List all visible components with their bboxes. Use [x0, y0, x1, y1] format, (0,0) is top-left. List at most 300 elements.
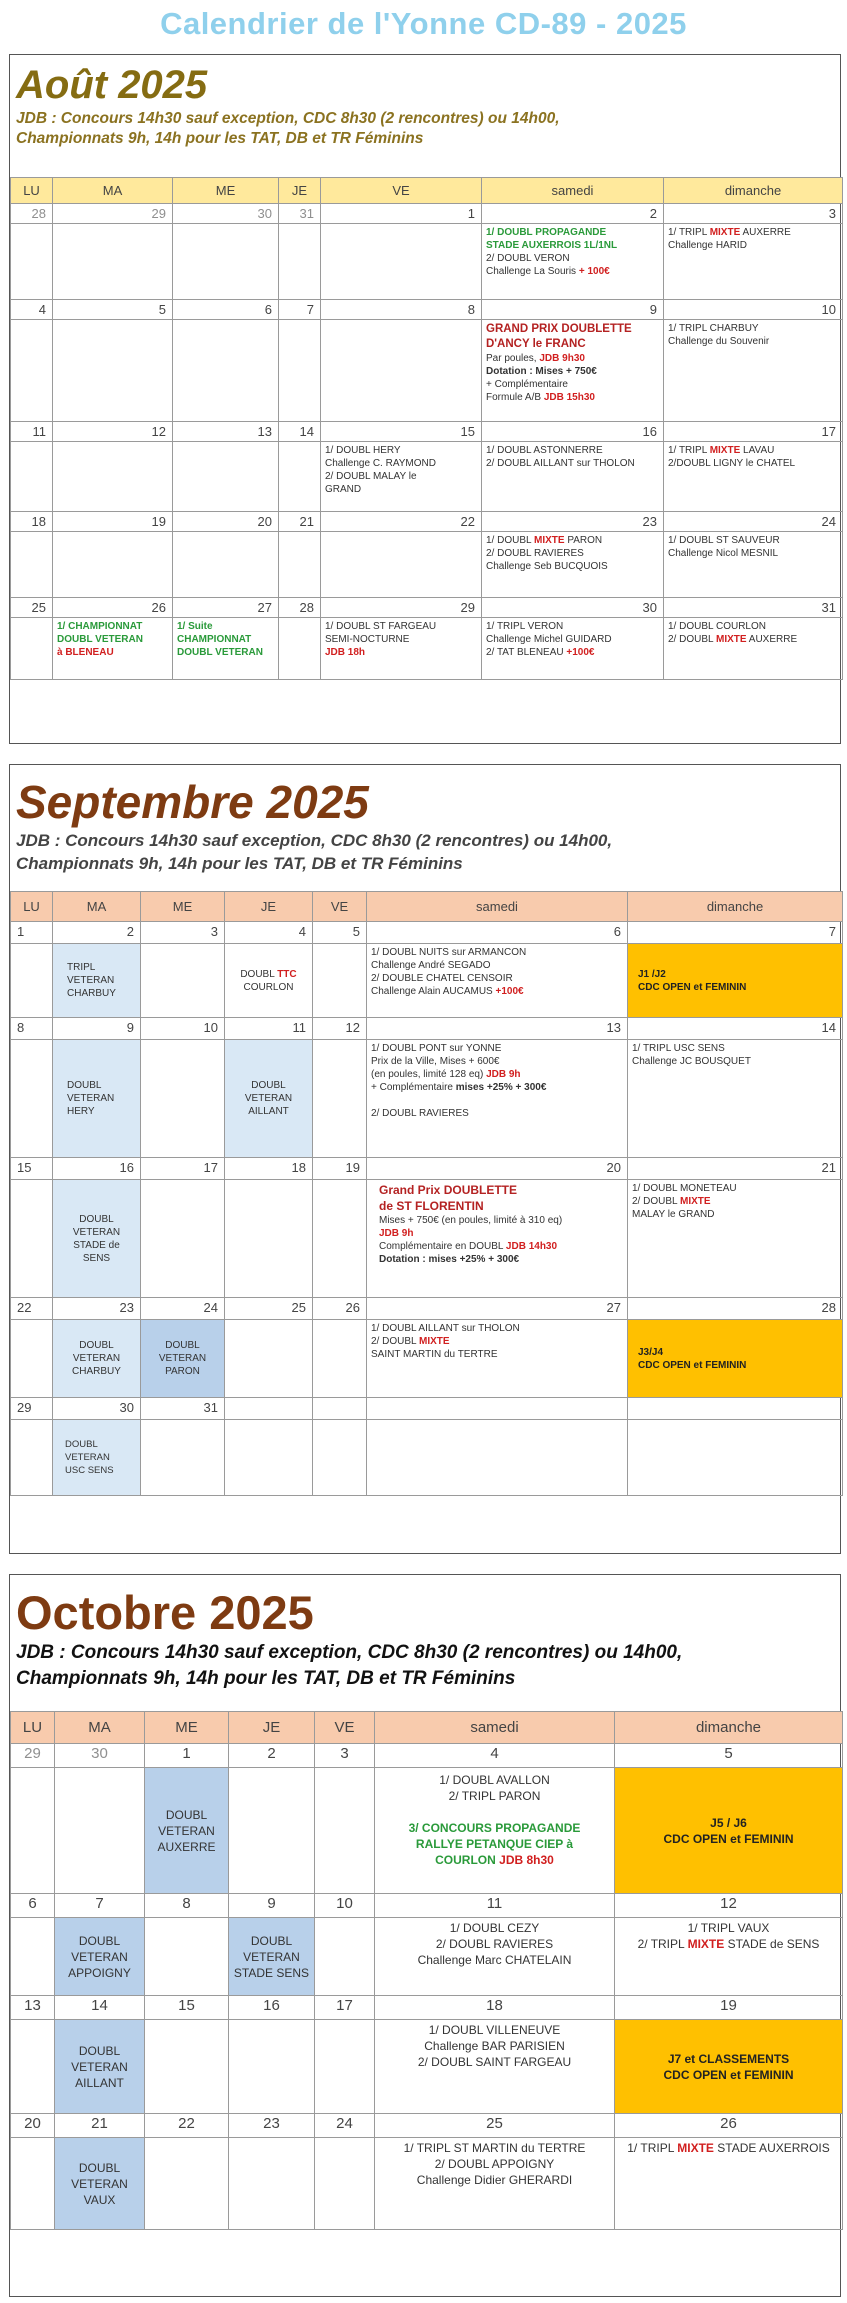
day-number: 24	[315, 2114, 375, 2138]
event-cell	[628, 1180, 843, 1298]
event-cell	[321, 442, 482, 512]
day-cell	[313, 1320, 367, 1398]
day-cell	[145, 1918, 229, 1996]
event-line: J3/J4	[638, 1346, 664, 1358]
day-number: 31	[664, 598, 843, 618]
event-line: Challenge Nicol MESNIL	[668, 548, 779, 559]
day-number: 2	[53, 922, 141, 944]
event-line: TRIPL	[67, 962, 96, 973]
event-line: VETERAN	[243, 1949, 300, 1964]
event-line: VETERAN	[158, 1823, 215, 1838]
day-number: 20	[367, 1158, 628, 1180]
veteran-cell	[55, 2138, 145, 2230]
veteran-cell	[55, 2020, 145, 2114]
day-number: 8	[321, 300, 482, 320]
day-cell	[11, 224, 53, 300]
day-cell	[279, 532, 321, 598]
event-line: SAINT MARTIN du TERTRE	[371, 1349, 498, 1360]
day-cell	[145, 2138, 229, 2230]
day-number: 10	[141, 1018, 225, 1040]
event-line: CHARBUY	[67, 988, 116, 999]
day-cell	[11, 618, 53, 680]
day-number: 7	[279, 300, 321, 320]
day-cell	[11, 1918, 55, 1996]
month-subtitle	[16, 109, 832, 149]
day-cell	[173, 320, 279, 422]
day-header: VE	[315, 1712, 375, 1744]
day-number: 2	[229, 1744, 315, 1768]
day-number: 19	[53, 512, 173, 532]
event-line: MALAY le GRAND	[632, 1209, 715, 1220]
day-number: 30	[173, 204, 279, 224]
day-number: 9	[229, 1894, 315, 1918]
mixte-label: MIXTE	[677, 2141, 714, 2155]
event-line: VETERAN	[65, 1452, 110, 1463]
day-number: 25	[375, 2114, 615, 2138]
day-cell	[279, 320, 321, 422]
mixte-label: MIXTE	[709, 227, 741, 238]
event-line: Challenge C. RAYMOND	[325, 458, 436, 469]
event-line: Challenge Didier GHERARDI	[416, 2173, 573, 2187]
event-title: Grand Prix DOUBLETTE	[379, 1183, 518, 1197]
event-line: VETERAN	[71, 2176, 128, 2191]
event-cell	[664, 532, 843, 598]
day-cell	[11, 944, 53, 1018]
event-line: VETERAN	[72, 1226, 121, 1238]
event-line: 2/ DOUBL VERON	[486, 253, 570, 264]
day-number	[367, 1398, 628, 1420]
day-number: 26	[53, 598, 173, 618]
event-line: DOUBL	[251, 1080, 286, 1091]
day-number: 15	[11, 1158, 53, 1180]
calendar-table	[10, 891, 843, 1496]
veteran-cell	[225, 1040, 313, 1158]
panel-aout	[9, 54, 841, 744]
day-number: 13	[367, 1018, 628, 1040]
day-cell	[141, 1180, 225, 1298]
day-number: 14	[628, 1018, 843, 1040]
event-line: J1 /J2	[638, 968, 666, 980]
time-label: JDB 8h30	[499, 1853, 554, 1867]
day-cell	[53, 442, 173, 512]
day-header: samedi	[367, 892, 628, 922]
day-header: LU	[11, 178, 53, 204]
event-line: COURLON	[435, 1853, 500, 1867]
day-number: 23	[229, 2114, 315, 2138]
event-line: + Complémentaire	[486, 379, 568, 390]
event-line: Dotation : Mises + 750€	[486, 366, 597, 377]
day-cell	[11, 320, 53, 422]
day-number: 18	[11, 512, 53, 532]
event-line: 2/ DOUBL APPOIGNY	[434, 2157, 555, 2171]
day-number: 3	[315, 1744, 375, 1768]
event-line: Formule A/B	[486, 392, 544, 403]
event-title: GRAND PRIX DOUBLETTE	[486, 323, 632, 335]
event-line: DOUBL	[165, 1807, 208, 1822]
event-line: CHARBUY	[72, 1366, 121, 1377]
event-line: VETERAN	[67, 1093, 115, 1104]
day-number: 6	[11, 1894, 55, 1918]
day-cell	[11, 442, 53, 512]
day-number: 22	[145, 2114, 229, 2138]
day-cell	[225, 1180, 313, 1298]
event-line: Challenge HARID	[668, 240, 747, 251]
day-number: 21	[55, 2114, 145, 2138]
event-line: LAVAU	[740, 445, 775, 456]
day-number: 28	[279, 598, 321, 618]
time-label: JDB 9h30	[539, 353, 585, 364]
calendar-table	[10, 1711, 843, 2230]
event-line: 1/ TRIPL CHARBUY	[668, 323, 759, 334]
day-number: 19	[313, 1158, 367, 1180]
month-title: Septembre 2025	[16, 776, 369, 828]
event-line: Challenge Seb BUCQUOIS	[486, 561, 608, 572]
day-number: 29	[11, 1398, 53, 1420]
event-line: mises +25% + 300€	[428, 1254, 520, 1265]
day-cell	[315, 1768, 375, 1894]
mixte-label: MIXTE	[679, 1196, 711, 1207]
event-line: 2/ DOUBL RAVIERES	[435, 1937, 554, 1951]
panel-octobre	[9, 1574, 841, 2297]
event-line: CDC OPEN et FEMININ	[663, 2067, 794, 2082]
day-cell	[225, 1420, 313, 1496]
day-number: 30	[55, 1744, 145, 1768]
day-number: 7	[628, 922, 843, 944]
day-number: 14	[279, 422, 321, 442]
event-line: 2/ DOUBL	[668, 634, 716, 645]
day-header: dimanche	[628, 892, 843, 922]
day-cell	[141, 1420, 225, 1496]
event-line: AILLANT	[248, 1106, 289, 1117]
event-line: SENS	[82, 1252, 111, 1264]
event-line: VETERAN	[244, 1093, 293, 1104]
event-cell	[173, 618, 279, 680]
event-line: 2/ DOUBL AILLANT sur THOLON	[486, 458, 635, 469]
event-line: 1/ Suite	[177, 621, 213, 632]
day-cell	[321, 320, 482, 422]
event-line: 1/ DOUBL PONT sur YONNE	[371, 1043, 502, 1054]
day-header: VE	[321, 178, 482, 204]
event-line: 1/ DOUBL PROPAGANDE	[486, 227, 607, 238]
day-number: 3	[664, 204, 843, 224]
event-line: CDC OPEN et FEMININ	[663, 1831, 794, 1846]
event-cell	[367, 1040, 628, 1158]
day-number: 26	[313, 1298, 367, 1320]
day-number: 15	[145, 1996, 229, 2020]
event-line: Mises + 750€ (en poules, limité à 310 eq)	[379, 1215, 563, 1226]
day-header: LU	[11, 1712, 55, 1744]
day-header: dimanche	[664, 178, 843, 204]
day-number: 16	[53, 1158, 141, 1180]
day-number: 28	[11, 204, 53, 224]
event-line: VETERAN	[158, 1353, 207, 1364]
mixte-label: MIXTE	[709, 445, 741, 456]
day-number	[628, 1398, 843, 1420]
day-number: 24	[141, 1298, 225, 1320]
event-line: USC SENS	[65, 1465, 114, 1476]
time-label: JDB 14h30	[505, 1241, 558, 1252]
mixte-label: MIXTE	[418, 1336, 450, 1347]
mixte-label: MIXTE	[533, 535, 565, 546]
veteran-cell	[53, 1320, 141, 1398]
day-number: 4	[11, 300, 53, 320]
event-line: AUXERRE	[740, 227, 791, 238]
day-number: 12	[615, 1894, 843, 1918]
event-line: 1/ CHAMPIONNAT	[57, 621, 143, 632]
event-cell	[482, 320, 664, 422]
day-cell	[279, 442, 321, 512]
mixte-label: MIXTE	[715, 634, 747, 645]
month-subtitle	[16, 1640, 832, 1692]
day-cell	[315, 2020, 375, 2114]
event-line: VETERAN	[67, 975, 115, 986]
event-line: STADE AUXERROIS	[713, 2141, 830, 2155]
day-header: JE	[225, 892, 313, 922]
event-cell	[367, 944, 628, 1018]
day-number: 27	[367, 1298, 628, 1320]
day-number: 8	[145, 1894, 229, 1918]
day-number	[225, 1398, 313, 1420]
day-number: 11	[225, 1018, 313, 1040]
panel-septembre	[9, 764, 841, 1554]
event-line: RALLYE PETANQUE CIEP à	[415, 1837, 574, 1851]
day-cell	[321, 532, 482, 598]
event-line: DOUBL	[67, 1080, 102, 1091]
event-line: 1/ TRIPL	[668, 227, 710, 238]
event-line: 1/ DOUBL MONETEAU	[632, 1183, 737, 1194]
event-line: DOUBL	[79, 1213, 114, 1225]
day-cell	[315, 1918, 375, 1996]
day-cell	[141, 944, 225, 1018]
day-number: 8	[11, 1018, 53, 1040]
veteran-cell	[229, 1918, 315, 1996]
day-cell	[53, 532, 173, 598]
day-number: 10	[664, 300, 843, 320]
event-line: GRAND	[325, 484, 362, 495]
event-line: 1/ DOUBL AILLANT sur THOLON	[371, 1323, 520, 1334]
day-cell	[53, 320, 173, 422]
day-cell	[313, 1420, 367, 1496]
day-number: 10	[315, 1894, 375, 1918]
time-label: JDB 9h	[486, 1069, 521, 1080]
day-header: samedi	[482, 178, 664, 204]
event-line: 2/ TRIPL PARON	[448, 1789, 541, 1803]
event-line: SEMI-NOCTURNE	[325, 634, 410, 645]
event-line: 2/ DOUBL	[371, 1336, 419, 1347]
day-number: 6	[173, 300, 279, 320]
veteran-cell	[55, 1918, 145, 1996]
event-line: 1/ TRIPL USC SENS	[632, 1043, 725, 1054]
event-line: Challenge du Souvenir	[668, 336, 770, 347]
event-cell	[664, 320, 843, 422]
month-subtitle	[16, 829, 832, 875]
event-line: 3/ CONCOURS PROPAGANDE	[408, 1821, 581, 1835]
event-line: DOUBL VETERAN	[177, 647, 263, 658]
event-line: 2/ TAT BLENEAU	[486, 647, 567, 658]
event-cell	[482, 224, 664, 300]
event-cell	[367, 1320, 628, 1398]
event-line: DOUBL VETERAN	[57, 634, 143, 645]
event-line: STADE AUXERROIS 1L/1NL	[486, 240, 618, 251]
event-line: Challenge BAR PARISIEN	[424, 2039, 565, 2053]
event-line: 2/ DOUBL MALAY le	[325, 471, 417, 482]
event-cell	[375, 1768, 615, 1894]
day-number: 30	[53, 1398, 141, 1420]
day-cell	[229, 2020, 315, 2114]
event-title: D'ANCY le FRANC	[486, 338, 586, 350]
event-line: 1/ TRIPL VERON	[486, 621, 564, 632]
day-header: dimanche	[615, 1712, 843, 1744]
day-number: 12	[53, 422, 173, 442]
day-cell	[367, 1420, 628, 1496]
day-cell	[628, 1420, 843, 1496]
event-line: 1/ DOUBL ASTONNERRE	[486, 445, 603, 456]
day-number: 4	[375, 1744, 615, 1768]
event-line: J5 / J6	[710, 1815, 747, 1830]
event-line: 2/ TRIPL	[637, 1937, 688, 1951]
event-line: 1/ DOUBL VILLENEUVE	[428, 2023, 561, 2037]
day-number: 25	[225, 1298, 313, 1320]
event-line: Complémentaire en DOUBL	[379, 1241, 506, 1252]
day-number: 23	[482, 512, 664, 532]
day-cell	[313, 944, 367, 1018]
event-line: DOUBL	[78, 1933, 121, 1948]
day-number: 19	[615, 1996, 843, 2020]
prize-label: + 100€	[578, 266, 610, 277]
event-cell	[615, 1918, 843, 1996]
event-line: 1/ TRIPL ST MARTIN du TERTRE	[403, 2141, 586, 2155]
event-line: VETERAN	[71, 2059, 128, 2074]
day-cell	[225, 1320, 313, 1398]
day-cell	[11, 1180, 53, 1298]
day-header: ME	[173, 178, 279, 204]
day-cell	[11, 532, 53, 598]
day-cell	[11, 1420, 53, 1496]
event-line: 1/ DOUBL HERY	[325, 445, 401, 456]
event-cell	[664, 618, 843, 680]
day-number: 29	[53, 204, 173, 224]
veteran-cell	[53, 1180, 141, 1298]
day-number: 12	[313, 1018, 367, 1040]
subtitle-line: JDB : Concours 14h30 sauf exception, CDC 8h30 (2 rencontres) ou 14h00,	[16, 831, 613, 850]
subtitle-line: Championnats 9h, 14h pour les TAT, DB et TR Féminins	[16, 854, 463, 873]
event-cell	[664, 442, 843, 512]
event-line: PARON	[564, 535, 603, 546]
day-number: 17	[141, 1158, 225, 1180]
event-line: Challenge JC BOUSQUET	[632, 1056, 751, 1067]
time-label: JDB 15h30	[543, 392, 595, 403]
day-number: 26	[615, 2114, 843, 2138]
prize-label: +100€	[566, 647, 595, 658]
cdc-highlight-cell	[628, 944, 843, 1018]
event-line: 1/ DOUBL ST FARGEAU	[325, 621, 437, 632]
day-number: 21	[279, 512, 321, 532]
event-line: 2/ DOUBL RAVIERES	[486, 548, 584, 559]
event-line: VETERAN	[71, 1949, 128, 1964]
day-cell	[315, 2138, 375, 2230]
day-cell	[53, 224, 173, 300]
day-cell	[11, 1768, 55, 1894]
mixte-label: MIXTE	[687, 1937, 725, 1951]
event-cell	[375, 1918, 615, 1996]
time-label: JDB 9h	[379, 1228, 414, 1239]
veteran-cell	[53, 1420, 141, 1496]
event-line: Challenge André SEGADO	[371, 960, 491, 971]
day-number: 5	[615, 1744, 843, 1768]
event-line: HERY	[67, 1106, 95, 1117]
time-label: JDB 18h	[325, 647, 366, 658]
event-cell	[482, 618, 664, 680]
day-cell	[279, 224, 321, 300]
day-number: 17	[664, 422, 843, 442]
veteran-cell	[53, 1040, 141, 1158]
day-cell	[321, 224, 482, 300]
day-header: samedi	[375, 1712, 615, 1744]
event-line: AUXERRE	[746, 634, 798, 645]
day-number: 13	[173, 422, 279, 442]
day-number: 5	[313, 922, 367, 944]
event-line: (en poules, limité 128 eq)	[371, 1069, 487, 1080]
event-line: Challenge Marc CHATELAIN	[417, 1953, 572, 1967]
subtitle-line: JDB : Concours 14h30 sauf exception, CDC 8h30 (2 rencontres) ou 14h00,	[16, 1642, 683, 1663]
day-number: 9	[53, 1018, 141, 1040]
event-line: 2/ DOUBL	[632, 1196, 680, 1207]
day-number: 29	[321, 598, 482, 618]
event-title: de ST FLORENTIN	[379, 1199, 484, 1213]
event-line: VAUX	[83, 2192, 116, 2207]
event-cell	[375, 2020, 615, 2114]
event-line: 2/ DOUBLE CHATEL CENSOIR	[371, 973, 513, 984]
day-number: 24	[664, 512, 843, 532]
event-line: DOUBL	[65, 1439, 98, 1450]
event-cell	[375, 2138, 615, 2230]
day-header: ME	[145, 1712, 229, 1744]
veteran-cell	[141, 1320, 225, 1398]
event-line: AILLANT	[75, 2075, 124, 2090]
day-header: ME	[141, 892, 225, 922]
month-title: Août 2025	[16, 63, 208, 107]
day-number: 31	[141, 1398, 225, 1420]
day-cell	[11, 2020, 55, 2114]
event-line: 2/ DOUBL SAINT FARGEAU	[417, 2055, 572, 2069]
day-cell	[173, 442, 279, 512]
event-line: 1/ TRIPL VAUX	[687, 1921, 770, 1935]
event-line: Par poules,	[486, 353, 540, 364]
day-number: 21	[628, 1158, 843, 1180]
event-line: COURLON	[243, 981, 294, 993]
event-cell	[367, 1180, 628, 1298]
event-line: Challenge Michel GUIDARD	[486, 634, 612, 645]
main-title: Calendrier de l'Yonne CD-89 - 2025	[160, 6, 687, 41]
day-number: 11	[375, 1894, 615, 1918]
event-line: Dotation :	[379, 1254, 429, 1265]
event-line: DOUBL	[250, 1933, 293, 1948]
event-line: 2/DOUBL LIGNY le CHATEL	[668, 458, 796, 469]
day-number: 7	[55, 1894, 145, 1918]
event-line: DOUBL	[78, 2160, 121, 2175]
day-number: 22	[321, 512, 482, 532]
day-number: 13	[11, 1996, 55, 2020]
day-number: 23	[53, 1298, 141, 1320]
day-number: 20	[11, 2114, 55, 2138]
event-cell	[615, 2138, 843, 2230]
day-number: 1	[145, 1744, 229, 1768]
day-cell	[11, 1040, 53, 1158]
day-cell	[141, 1040, 225, 1158]
day-number: 16	[482, 422, 664, 442]
event-line: 1/ DOUBL ST SAUVEUR	[668, 535, 780, 546]
day-number: 29	[11, 1744, 55, 1768]
